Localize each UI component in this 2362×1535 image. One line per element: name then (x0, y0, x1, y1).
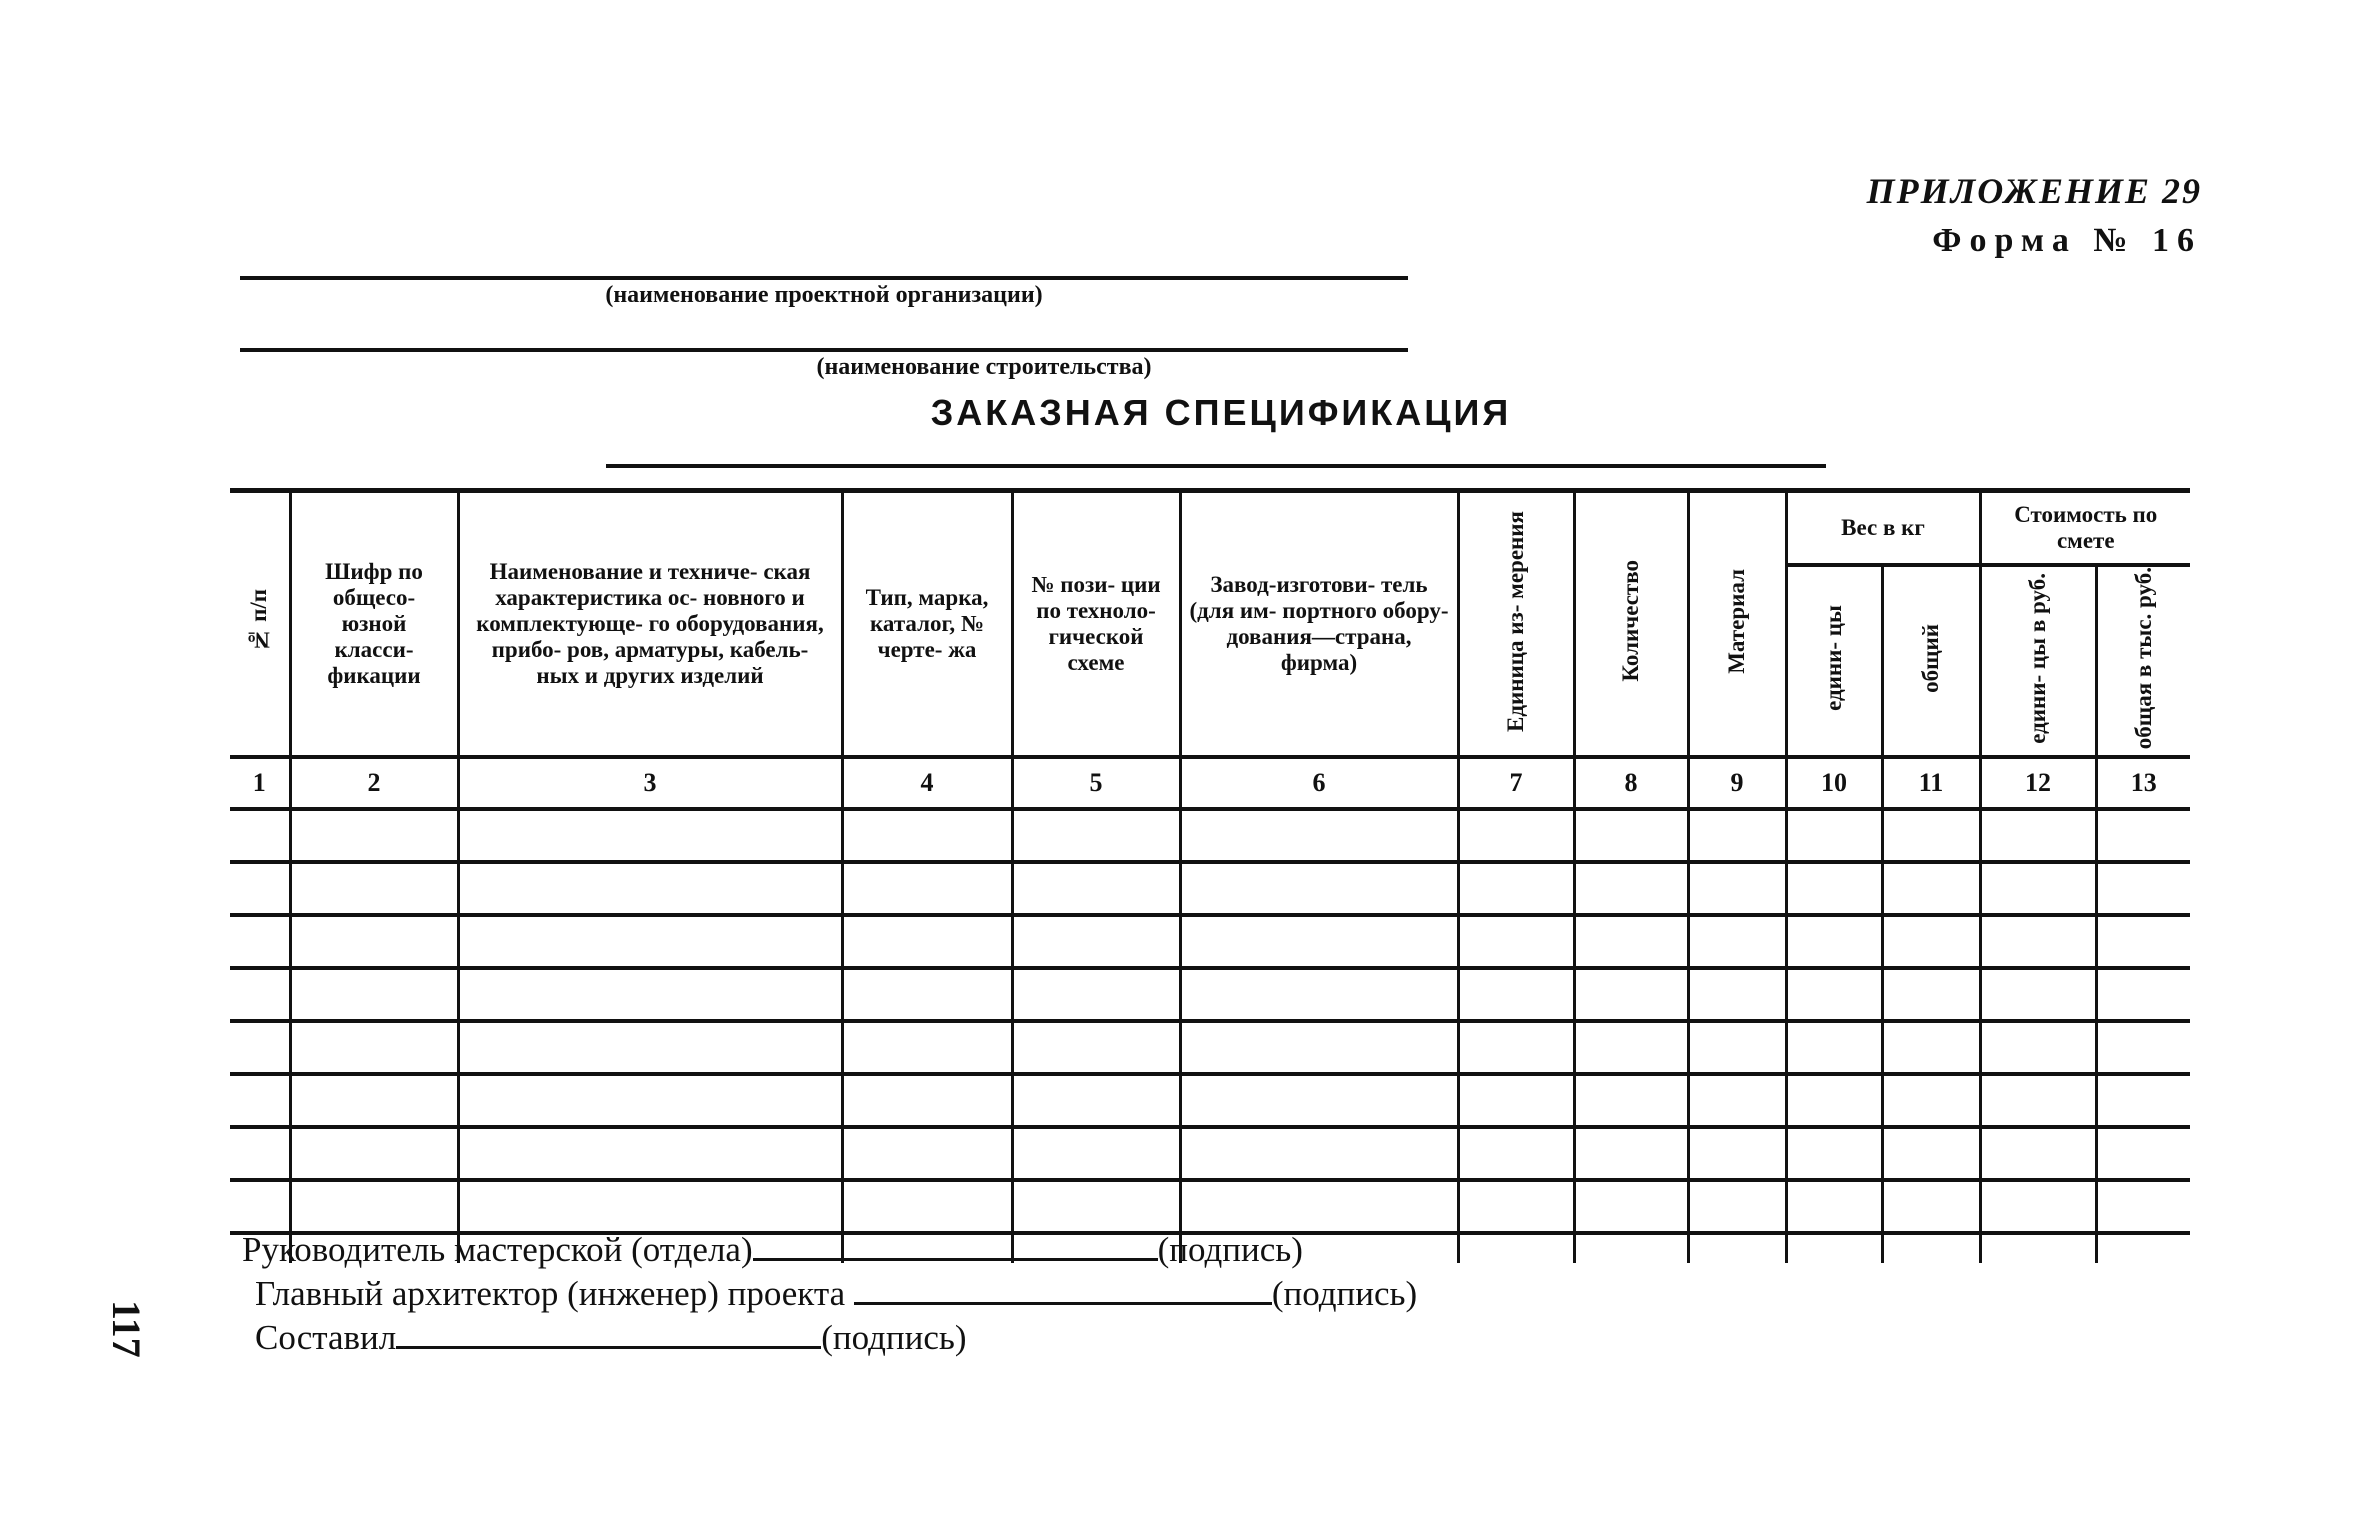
blank-cell (1180, 1127, 1458, 1180)
col-header-weight-unit: едини- цы (1786, 565, 1882, 757)
blank-rows (230, 809, 2190, 1263)
blank-cell (2096, 968, 2190, 1021)
column-number: 10 (1786, 757, 1882, 809)
rule-tail-cell (1786, 1233, 1882, 1263)
blank-cell (1012, 915, 1180, 968)
col-header-material: Материал (1688, 491, 1786, 758)
blank-cell (458, 1074, 842, 1127)
blank-cell (1458, 1127, 1574, 1180)
blank-cell (1980, 1127, 2096, 1180)
blank-cell (1786, 1074, 1882, 1127)
signature-chief-label: Главный архитектор (инженер) проекта (255, 1274, 846, 1313)
blank-cell (1012, 968, 1180, 1021)
blank-cell (290, 968, 458, 1021)
blank-cell (230, 1021, 290, 1074)
column-number: 13 (2096, 757, 2190, 809)
blank-cell (1458, 1074, 1574, 1127)
blank-row (230, 862, 2190, 915)
col-header-name: Наименование и техниче- ская характеристика ос- новного и комплектующе- го оборудования, прибо- ров, арматуры, кабель- ных и других изделий (458, 491, 842, 758)
column-number-row (230, 757, 2190, 809)
blank-cell (1458, 809, 1574, 862)
blank-cell (842, 1021, 1012, 1074)
col-header-number: № п/п (230, 491, 290, 758)
blank-cell (458, 915, 842, 968)
blank-cell (1786, 862, 1882, 915)
blank-cell (1574, 1074, 1688, 1127)
col-header-cost-total: общая в тыс. руб. (2096, 565, 2190, 757)
rule-tail-cell (1688, 1233, 1786, 1263)
blank-cell (290, 1074, 458, 1127)
blank-cell (290, 862, 458, 915)
blank-cell (1574, 1180, 1688, 1233)
signature-head-label: Руководитель мастерской (отдела) (242, 1230, 753, 1269)
blank-cell (1882, 915, 1980, 968)
col-header-manufacturer: Завод-изготови- тель (для им- портного обору- дования—страна, фирма) (1180, 491, 1458, 758)
organization-line (240, 276, 1408, 280)
blank-cell (1882, 1127, 1980, 1180)
blank-cell (1458, 915, 1574, 968)
blank-cell (2096, 1180, 2190, 1233)
column-number: 7 (1458, 757, 1574, 809)
blank-cell (458, 1180, 842, 1233)
blank-cell (1688, 1074, 1786, 1127)
blank-cell (842, 915, 1012, 968)
blank-cell (458, 1021, 842, 1074)
blank-cell (1458, 968, 1574, 1021)
blank-cell (290, 1021, 458, 1074)
blank-cell (1574, 862, 1688, 915)
blank-cell (842, 862, 1012, 915)
blank-cell (1574, 968, 1688, 1021)
column-number: 12 (1980, 757, 2096, 809)
blank-cell (230, 862, 290, 915)
col-header-unit: Единица из- мерения (1458, 491, 1574, 758)
blank-cell (1012, 809, 1180, 862)
column-number: 3 (458, 757, 842, 809)
signature-head-line (753, 1228, 1158, 1261)
rule-tail-cell (1458, 1233, 1574, 1263)
blank-cell (1012, 1127, 1180, 1180)
blank-cell (1458, 1180, 1574, 1233)
blank-cell (2096, 915, 2190, 968)
blank-cell (1786, 968, 1882, 1021)
blank-cell (458, 1127, 842, 1180)
blank-cell (1786, 809, 1882, 862)
blank-cell (1180, 809, 1458, 862)
blank-cell (1688, 915, 1786, 968)
signature-compiler-line (396, 1316, 821, 1349)
column-number: 8 (1574, 757, 1688, 809)
blank-cell (1574, 1021, 1688, 1074)
blank-cell (2096, 1021, 2190, 1074)
organization-caption: (наименование проектной организации) (605, 282, 1043, 308)
rule-tail-cell (2096, 1233, 2190, 1263)
blank-cell (1180, 915, 1458, 968)
blank-cell (1458, 862, 1574, 915)
blank-cell (290, 915, 458, 968)
blank-cell (1012, 1180, 1180, 1233)
signature-compiler-label: Составил (255, 1318, 397, 1357)
blank-cell (1980, 809, 2096, 862)
title-line (606, 464, 1826, 468)
blank-cell (1980, 968, 2096, 1021)
blank-cell (230, 1127, 290, 1180)
blank-cell (2096, 1074, 2190, 1127)
blank-cell (842, 1074, 1012, 1127)
column-number: 2 (290, 757, 458, 809)
rule-tail-cell (1574, 1233, 1688, 1263)
blank-cell (842, 1180, 1012, 1233)
blank-row (230, 809, 2190, 862)
construction-caption: (наименование строительства) (816, 354, 1152, 380)
blank-cell (230, 1074, 290, 1127)
appendix-label: ПРИЛОЖЕНИЕ 29 (1866, 171, 2202, 211)
blank-cell (1980, 915, 2096, 968)
blank-cell (458, 809, 842, 862)
col-header-cost-group: Стоимость по смете (1980, 491, 2190, 566)
column-number: 5 (1012, 757, 1180, 809)
blank-cell (1688, 1180, 1786, 1233)
blank-cell (1980, 862, 2096, 915)
blank-row (230, 968, 2190, 1021)
blank-cell (842, 809, 1012, 862)
blank-cell (1180, 862, 1458, 915)
blank-cell (842, 1127, 1012, 1180)
col-header-position: № пози- ции по техноло- гической схеме (1012, 491, 1180, 758)
blank-cell (1882, 1074, 1980, 1127)
blank-cell (1786, 1180, 1882, 1233)
blank-cell (1786, 1127, 1882, 1180)
blank-cell (290, 1127, 458, 1180)
blank-cell (1688, 1127, 1786, 1180)
signature-chief (255, 1272, 1417, 1314)
blank-cell (290, 1180, 458, 1233)
signature-head (242, 1228, 1303, 1270)
col-header-cost-unit: едини- цы в руб. (1980, 565, 2096, 757)
form-number: Форма № 16 (1932, 222, 2202, 259)
document-title: ЗАКАЗНАЯ СПЕЦИФИКАЦИЯ (930, 392, 1512, 433)
blank-cell (1882, 862, 1980, 915)
blank-cell (1980, 1021, 2096, 1074)
blank-row (230, 1127, 2190, 1180)
blank-cell (1786, 1021, 1882, 1074)
col-header-quantity: Количество (1574, 491, 1688, 758)
blank-cell (1688, 968, 1786, 1021)
signature-chief-suffix: (подпись) (1271, 1274, 1418, 1313)
blank-cell (1688, 862, 1786, 915)
blank-cell (1882, 1180, 1980, 1233)
blank-cell (1882, 809, 1980, 862)
column-number: 11 (1882, 757, 1980, 809)
signature-compiler (255, 1316, 967, 1358)
signature-head-suffix: (подпись) (1157, 1230, 1303, 1269)
blank-row (230, 1180, 2190, 1233)
blank-cell (1180, 1021, 1458, 1074)
blank-cell (230, 915, 290, 968)
blank-cell (1786, 915, 1882, 968)
page-number: 117 (104, 1300, 149, 1358)
blank-cell (1574, 915, 1688, 968)
blank-cell (458, 968, 842, 1021)
blank-cell (1882, 968, 1980, 1021)
blank-cell (1574, 809, 1688, 862)
blank-cell (290, 809, 458, 862)
blank-cell (1012, 1021, 1180, 1074)
blank-cell (230, 1180, 290, 1233)
signature-compiler-suffix: (подпись) (821, 1318, 967, 1357)
blank-cell (458, 862, 842, 915)
column-number: 1 (230, 757, 290, 809)
blank-cell (2096, 862, 2190, 915)
col-header-code: Шифр по общесо- юзной класси- фикации (290, 491, 458, 758)
col-header-weight-group: Вес в кг (1786, 491, 1980, 566)
rule-tail-cell (1980, 1233, 2096, 1263)
blank-cell (1574, 1127, 1688, 1180)
blank-cell (1180, 1074, 1458, 1127)
blank-cell (2096, 809, 2190, 862)
blank-row (230, 915, 2190, 968)
column-number: 4 (842, 757, 1012, 809)
blank-cell (1980, 1074, 2096, 1127)
col-header-type: Тип, марка, каталог, № черте- жа (842, 491, 1012, 758)
blank-row (230, 1021, 2190, 1074)
col-header-weight-total: общий (1882, 565, 1980, 757)
blank-cell (1882, 1021, 1980, 1074)
blank-cell (1012, 862, 1180, 915)
blank-row (230, 1074, 2190, 1127)
blank-cell (1980, 1180, 2096, 1233)
blank-cell (1688, 1021, 1786, 1074)
blank-cell (230, 968, 290, 1021)
column-number: 9 (1688, 757, 1786, 809)
blank-cell (230, 809, 290, 862)
column-number: 6 (1180, 757, 1458, 809)
construction-line (240, 348, 1408, 352)
rule-tail-cell (1882, 1233, 1980, 1263)
signature-chief-line (854, 1272, 1272, 1305)
blank-cell (842, 968, 1012, 1021)
blank-cell (1012, 1074, 1180, 1127)
blank-cell (2096, 1127, 2190, 1180)
blank-cell (1180, 1180, 1458, 1233)
specification-table (230, 488, 2190, 1263)
blank-cell (1180, 968, 1458, 1021)
blank-cell (1688, 809, 1786, 862)
blank-cell (1458, 1021, 1574, 1074)
